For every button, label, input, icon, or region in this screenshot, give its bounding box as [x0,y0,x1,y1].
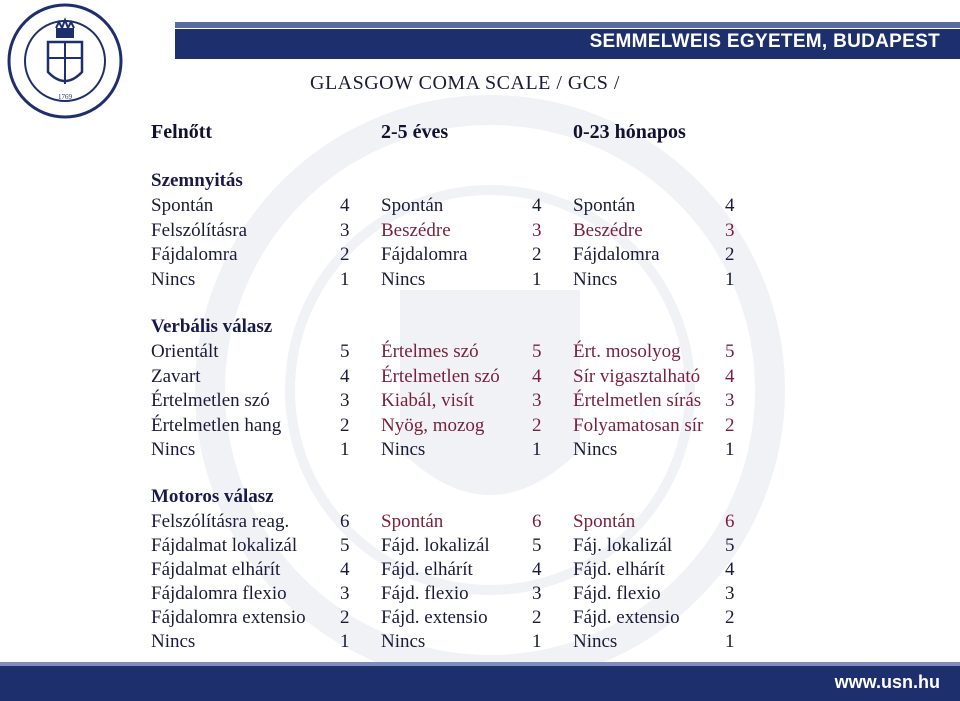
child-label: Nincs [381,268,426,290]
infant-label: Fájd. elhárít [573,559,665,580]
infant-score: 3 [725,583,735,604]
header-accent-stripe [175,22,960,28]
adult-score: 1 [340,268,350,290]
table-row [0,244,960,268]
adult-score: 3 [340,583,350,604]
child-label: Beszédre [381,219,451,241]
adult-label: Értelmetlen hang [151,414,282,436]
section-title-verbal: Verbális válasz [151,316,273,337]
infant-label: Fájdalomra [573,244,660,265]
child-label: Nincs [381,631,426,652]
infant-score: 3 [725,390,735,411]
column-header-infant: 0-23 hónapos [573,121,686,143]
child-score: 3 [532,390,542,411]
column-header-child: 2-5 éves [381,121,449,143]
infant-label: Nincs [573,631,618,652]
child-label: Értelmes szó [381,341,479,362]
table-row [0,195,960,219]
infant-score: 5 [725,341,735,362]
child-label: Fájd. extensio [381,607,488,628]
adult-label: Felszólításra reag. [151,511,290,532]
adult-label: Fájdalmat lokalizál [151,535,298,556]
table-row [0,390,960,414]
infant-score: 2 [725,244,735,265]
adult-score: 2 [340,607,350,628]
child-label: Fájdalomra [381,244,468,265]
table-row [0,439,960,463]
infant-label: Fáj. lokalizál [573,535,673,556]
child-score: 3 [532,219,542,241]
adult-score: 6 [340,511,350,532]
university-seal-logo [6,2,124,120]
table-row [0,535,960,559]
infant-score: 4 [725,559,735,580]
page-title: GLASGOW COMA SCALE / GCS / [310,72,620,94]
infant-label: Spontán [573,511,636,532]
adult-label: Orientált [151,341,219,362]
child-score: 5 [532,341,542,362]
logo-year: 1769 [58,93,72,101]
table-row [0,511,960,535]
infant-score: 6 [725,511,735,532]
adult-score: 3 [340,219,350,241]
infant-score: 2 [725,414,735,436]
adult-label: Nincs [151,631,196,652]
column-header-adult: Felnőtt [151,121,213,143]
child-label: Fájd. flexio [381,583,469,604]
infant-score: 1 [725,268,735,290]
section-title-motor: Motoros válasz [151,486,274,507]
child-score: 1 [532,268,542,290]
adult-label: Fájdalomra extensio [151,607,306,628]
child-score: 4 [532,195,542,216]
adult-label: Fájdalomra [151,244,238,265]
table-row [0,631,960,655]
table-row [0,607,960,631]
table-row [0,220,960,244]
child-score: 3 [532,583,542,604]
infant-label: Fájd. extensio [573,607,680,628]
child-label: Fájd. elhárít [381,559,473,580]
footer-url-link[interactable]: www.usn.hu [834,672,940,692]
adult-score: 2 [340,414,350,436]
table-row [0,341,960,365]
infant-score: 4 [725,365,735,387]
infant-score: 5 [725,535,735,556]
adult-score: 2 [340,244,350,265]
adult-label: Fájdalmat elhárít [151,559,281,580]
child-score: 4 [532,365,542,387]
infant-label: Beszédre [573,219,643,241]
adult-label: Spontán [151,195,214,216]
adult-label: Nincs [151,268,196,290]
infant-label: Sír vigasztalható [573,365,701,387]
infant-label: Folyamatosan sír [573,414,704,436]
infant-label: Fájd. flexio [573,583,661,604]
table-row [0,366,960,390]
adult-label: Nincs [151,439,196,460]
child-label: Spontán [381,195,444,216]
adult-score: 4 [340,195,350,216]
child-score: 4 [532,559,542,580]
infant-score: 4 [725,195,735,216]
child-label: Spontán [381,511,444,532]
child-label: Értelmetlen szó [381,365,500,387]
adult-label: Zavart [151,365,201,387]
child-label: Nyög, mozog [381,414,485,436]
adult-score: 1 [340,439,350,460]
child-score: 2 [532,244,542,265]
child-score: 6 [532,511,542,532]
child-label: Fájd. lokalizál [381,535,490,556]
child-score: 2 [532,607,542,628]
child-score: 5 [532,535,542,556]
footer-bar [0,666,960,701]
adult-score: 5 [340,341,350,362]
adult-score: 5 [340,535,350,556]
infant-label: Nincs [573,268,618,290]
infant-label: Értelmetlen sírás [573,390,702,411]
section-title-eye: Szemnyitás [151,170,243,191]
table-row [0,415,960,439]
adult-label: Értelmetlen szó [151,390,270,411]
adult-label: Fájdalomra flexio [151,583,287,604]
infant-score: 3 [725,219,735,241]
child-score: 1 [532,439,542,460]
adult-score: 4 [340,559,350,580]
infant-label: Spontán [573,195,636,216]
child-score: 2 [532,414,542,436]
table-row [0,583,960,607]
adult-score: 4 [340,365,350,387]
infant-score: 2 [725,607,735,628]
university-name: SEMMELWEIS EGYETEM, BUDAPEST [589,31,940,52]
child-score: 1 [532,631,542,652]
child-label: Nincs [381,439,426,460]
child-label: Kiabál, visít [381,390,474,411]
infant-label: Ért. mosolyog [573,341,681,362]
adult-label: Felszólításra [151,219,248,241]
infant-label: Nincs [573,439,618,460]
adult-score: 1 [340,631,350,652]
infant-score: 1 [725,631,735,652]
header-bar [0,0,960,70]
table-row [0,269,960,293]
table-row [0,559,960,583]
infant-score: 1 [725,439,735,460]
adult-score: 3 [340,390,350,411]
